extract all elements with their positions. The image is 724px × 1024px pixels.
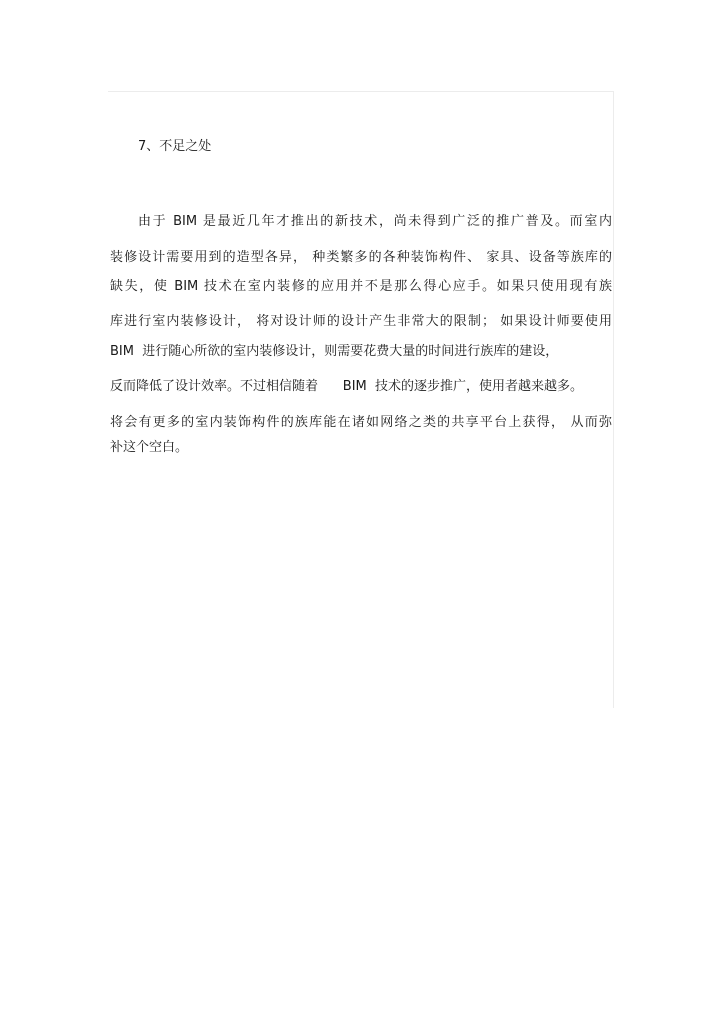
paragraph-line-3: 缺失，使 BIM 技术在室内装修的应用并不是那么得心应手。如果只使用现有族 xyxy=(110,279,612,294)
paragraph-line-5: BIM 进行随心所欲的室内装修设计，则需要花费大量的时间进行族库的建设， xyxy=(110,344,559,359)
paragraph-line-8: 补这个空白。 xyxy=(110,440,189,455)
page-border-right xyxy=(613,91,614,708)
page-border-top xyxy=(108,91,614,92)
paragraph-line-1: 由于 BIM 是最近几年才推出的新技术，尚未得到广泛的推广普及。而室内 xyxy=(138,214,612,229)
section-heading: 7、不足之处 xyxy=(138,139,212,154)
paragraph-line-4: 库进行室内装修设计， 将对设计师的设计产生非常大的限制； 如果设计师要使用 xyxy=(110,314,612,329)
paragraph-line-2: 装修设计需要用到的造型各异， 种类繁多的各种装饰构件、 家具、设备等族库的 xyxy=(110,250,612,265)
paragraph-line-6: 反而降低了设计效率。不过相信随着 BIM 技术的逐步推广，使用者越来越多。 xyxy=(110,379,584,394)
paragraph-line-7: 将会有更多的室内装饰构件的族库能在诸如网络之类的共享平台上获得， 从而弥 xyxy=(110,415,612,430)
